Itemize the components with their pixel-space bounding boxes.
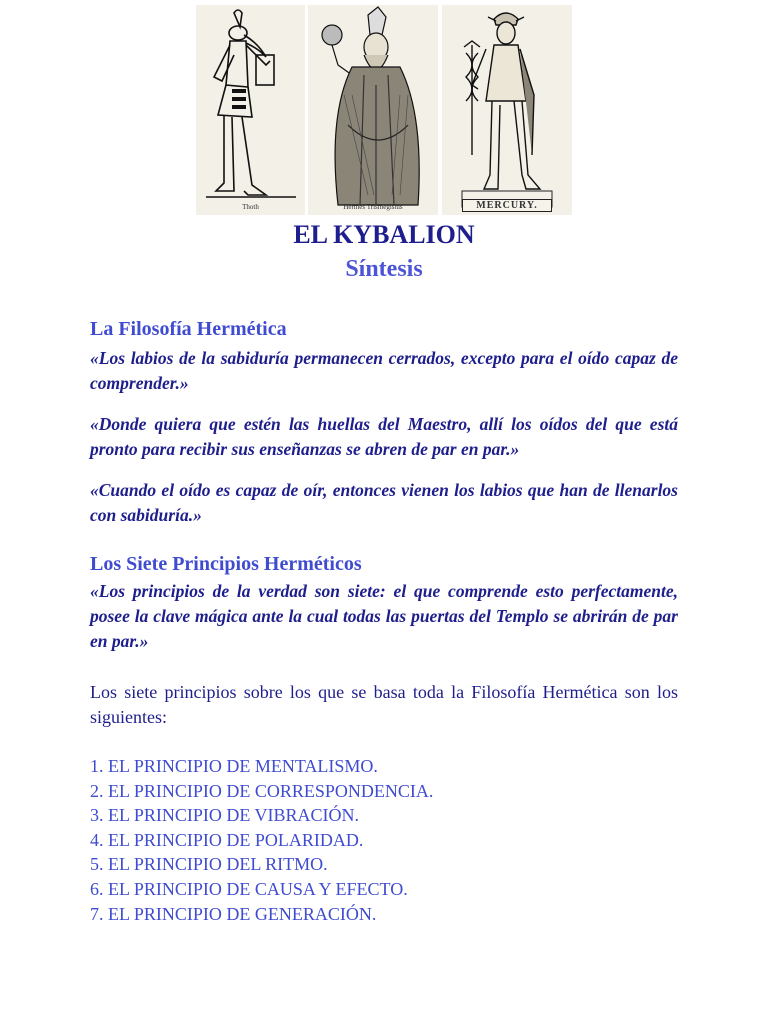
thoth-image bbox=[196, 5, 305, 215]
document-subtitle: Síntesis bbox=[345, 256, 423, 282]
mercury-caption: MERCURY. bbox=[462, 199, 552, 212]
list-item: 5. EL PRINCIPIO DEL RITMO. bbox=[90, 854, 328, 875]
quote-paragraph: «Los principios de la verdad son siete: el que comprende esto perfectamente, posee la clave mágica ante la cual todas las puertas del Templo se abrirán de par en par.» bbox=[90, 581, 678, 651]
mercury-image bbox=[442, 5, 572, 215]
quote-paragraph: «Cuando el oído es capaz de oír, entonces vienen los labios que han de llenarlos con sabiduría.» bbox=[90, 480, 678, 525]
list-item: 3. EL PRINCIPIO DE VIBRACIÓN. bbox=[90, 805, 360, 826]
thoth-caption: Thoth bbox=[242, 203, 259, 211]
quote-paragraph: «Donde quiera que estén las huellas del Maestro, allí los oídos del que está pronto para recibir sus enseñanzas se abren de par en par.» bbox=[90, 414, 678, 459]
section-seven-principles bbox=[90, 551, 678, 926]
list-item: 7. EL PRINCIPIO DE GENERACIÓN. bbox=[90, 903, 377, 924]
quote-paragraph: «Los labios de la sabiduría permanecen cerrados, excepto para el oído capaz de comprender.» bbox=[90, 348, 678, 393]
section-heading: La Filosofía Hermética bbox=[90, 318, 287, 340]
list-item: 2. EL PRINCIPIO DE CORRESPONDENCIA. bbox=[90, 780, 434, 801]
list-item: 6. EL PRINCIPIO DE CAUSA Y EFECTO. bbox=[90, 878, 408, 899]
section-hermetic-philosophy bbox=[90, 316, 678, 528]
list-item: 4. EL PRINCIPIO DE POLARIDAD. bbox=[90, 829, 364, 850]
document-title: EL KYBALION bbox=[293, 220, 475, 249]
principles-list bbox=[90, 754, 678, 926]
list-item: 1. EL PRINCIPIO DE MENTALISMO. bbox=[90, 756, 378, 776]
header-illustrations bbox=[196, 5, 572, 215]
intro-paragraph: Los siete principios sobre los que se basa toda la Filosofía Hermética son los siguientes: bbox=[90, 682, 678, 727]
section-heading: Los Siete Principios Herméticos bbox=[90, 553, 362, 575]
hermes-caption: Hermes Trismegistus bbox=[343, 203, 403, 211]
hermes-trismegistus-image bbox=[308, 5, 438, 215]
